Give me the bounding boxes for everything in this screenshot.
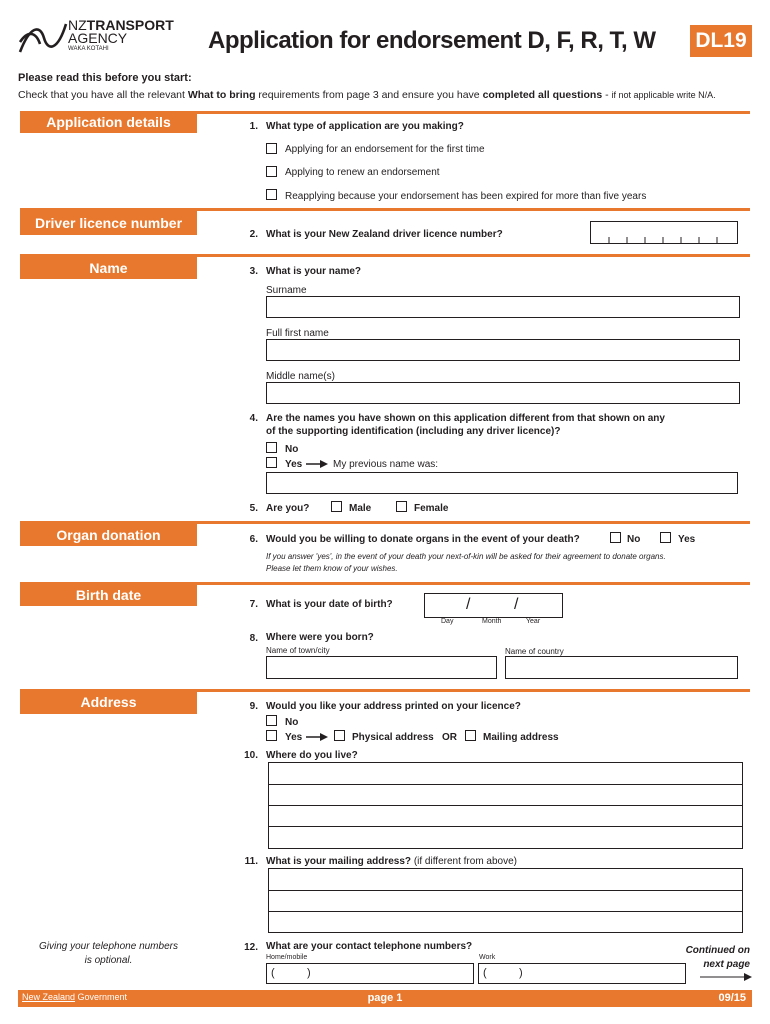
middle-name-input[interactable] (266, 382, 740, 404)
checkbox-organ-no[interactable] (610, 532, 621, 543)
form-date: 09/15 (718, 992, 746, 1004)
footer-bar (18, 990, 752, 1007)
intro-text: Check that you have all the relevant What to bring requirements from page 3 and ensure you have completed all questions - if not applicable write N/A. (18, 89, 716, 101)
licence-digit-ticks (591, 222, 737, 243)
question-4: Are the names you have shown on this application different from that shown on any (266, 413, 665, 424)
checkbox-names-yes[interactable] (266, 457, 277, 468)
question-7: What is your date of birth? (266, 599, 393, 610)
page-number: page 1 (367, 992, 403, 1004)
checkbox-physical-address[interactable] (334, 730, 345, 741)
section-birth-date: Birth date (20, 584, 197, 606)
question-11: What is your mailing address? (if different from above) (266, 856, 518, 867)
arrow-right-icon (306, 732, 328, 742)
form-code-badge (690, 25, 752, 57)
checkbox-female[interactable] (396, 501, 407, 512)
question-8: Where were you born? (266, 632, 374, 643)
question-5: Are you? (266, 503, 310, 514)
home-phone-input[interactable]: ( ) (266, 963, 474, 984)
checkbox-reapply[interactable] (266, 189, 277, 200)
intro-heading: Please read this before you start: (18, 72, 192, 84)
question-12: What are your contact telephone numbers? (266, 941, 473, 952)
logo-nz: NZ (68, 17, 87, 33)
logo-transport: TRANSPORT (86, 17, 174, 33)
arrow-right-icon (306, 459, 328, 469)
checkbox-renew[interactable] (266, 166, 277, 177)
logo-waka-kotahi: WAKA KOTAHI (68, 46, 109, 52)
section-address: Address (20, 690, 197, 714)
date-of-birth-input[interactable]: / / (424, 593, 563, 618)
residential-address-input[interactable] (268, 762, 743, 849)
surname-input[interactable] (266, 296, 740, 318)
checkbox-organ-yes[interactable] (660, 532, 671, 543)
work-phone-input[interactable]: ( ) (478, 963, 686, 984)
checkbox-print-yes[interactable] (266, 730, 277, 741)
checkbox-first-time[interactable] (266, 143, 277, 154)
section-application-details: Application details (20, 111, 197, 133)
section-organ-donation: Organ donation (20, 524, 197, 546)
question-10: Where do you live? (266, 750, 358, 761)
logo-agency: AGENCY (68, 30, 128, 46)
nz-government-logo: New Zealand Government (22, 992, 128, 1002)
agency-logo (18, 18, 178, 58)
checkbox-names-no[interactable] (266, 442, 277, 453)
previous-name-input[interactable] (266, 472, 738, 494)
birth-town-input[interactable] (266, 656, 497, 679)
question-2: What is your New Zealand driver licence number? (266, 229, 503, 240)
question-1: What type of application are you making? (266, 121, 464, 132)
question-6: Would you be willing to donate organs in the event of your death? (266, 534, 580, 545)
page-title: Application for endorsement D, F, R, T, W (208, 27, 656, 54)
section-name: Name (20, 257, 197, 279)
mailing-address-input[interactable] (268, 868, 743, 933)
continued-note: Continued on (685, 945, 750, 956)
arrow-right-icon (700, 973, 752, 981)
section-driver-licence: Driver licence number (20, 211, 197, 235)
logo-mark-icon (18, 20, 68, 56)
first-name-input[interactable] (266, 339, 740, 361)
question-3: What is your name? (266, 266, 362, 277)
birth-country-input[interactable] (505, 656, 738, 679)
form-code: DL19 (695, 29, 747, 52)
checkbox-male[interactable] (331, 501, 342, 512)
licence-number-input[interactable] (590, 221, 738, 244)
checkbox-print-no[interactable] (266, 715, 277, 726)
question-9: Would you like your address printed on your licence? (266, 701, 521, 712)
checkbox-mailing-address[interactable] (465, 730, 476, 741)
